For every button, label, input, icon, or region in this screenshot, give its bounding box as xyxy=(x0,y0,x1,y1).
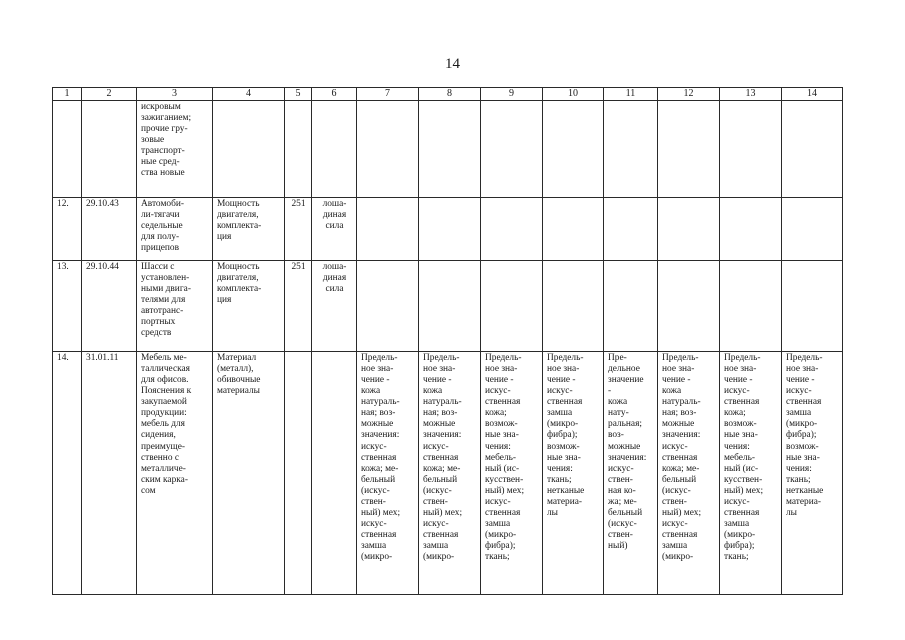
product-name-cell: Шасси с установлен- ными двига- телями для автотранс- портных средств xyxy=(137,260,213,351)
value-cell xyxy=(604,260,658,351)
table-row xyxy=(53,260,843,351)
unit-name-cell: лоша- диная сила xyxy=(312,260,357,351)
value-cell xyxy=(720,197,782,260)
column-number-header: 11 xyxy=(604,88,658,101)
value-cell xyxy=(543,100,604,197)
value-cell: Предель- ное зна- чение - искус- ственная замша (микро- фибра); возмож- ные зна- чения: ткань; нетканые материа- лы xyxy=(543,351,604,594)
product-name-cell: искровым зажиганием; прочие гру- зовые транспорт- ные сред- ства новые xyxy=(137,100,213,197)
page-number: 14 xyxy=(445,56,460,72)
value-cell: Предель- ное зна- чение - кожа натураль- ная; воз- можные значения: искус- ственная кожа; ме- бельный (искус- ствен- ный) мех; искус- ственная замша (микро- xyxy=(658,351,720,594)
unit-code-cell xyxy=(285,100,312,197)
unit-code-cell: 251 xyxy=(285,197,312,260)
column-number-header: 4 xyxy=(213,88,285,101)
value-cell xyxy=(357,197,419,260)
value-cell xyxy=(481,260,543,351)
value-cell xyxy=(419,100,481,197)
value-cell xyxy=(782,197,843,260)
row-number-cell: 13. xyxy=(53,260,82,351)
value-cell: Предель- ное зна- чение - искус- ственная замша (микро- фибра); возмож- ные зна- чения: ткань; нетканые материа- лы xyxy=(782,351,843,594)
value-cell xyxy=(419,197,481,260)
unit-name-cell xyxy=(312,100,357,197)
column-number-header: 10 xyxy=(543,88,604,101)
column-number-header: 6 xyxy=(312,88,357,101)
value-cell xyxy=(543,197,604,260)
characteristic-cell: Материал (металл), обивочные материалы xyxy=(213,351,285,594)
value-cell xyxy=(782,100,843,197)
unit-code-cell: 251 xyxy=(285,260,312,351)
characteristic-cell xyxy=(213,100,285,197)
product-name-cell: Мебель ме- таллическая для офисов. Пояснения к закупаемой продукции: мебель для сидения, преимуще- ственно с металличе- ским карка- сом xyxy=(137,351,213,594)
value-cell xyxy=(782,260,843,351)
column-number-header: 13 xyxy=(720,88,782,101)
value-cell xyxy=(604,100,658,197)
value-cell xyxy=(357,100,419,197)
value-cell xyxy=(720,260,782,351)
value-cell xyxy=(604,197,658,260)
value-cell xyxy=(481,100,543,197)
value-cell: Предель- ное зна- чение - искус- ственная кожа; возмож- ные зна- чения: мебель- ный (ис- кусствен- ный) мех; искус- ственная замша (микро- фибра); ткань; xyxy=(481,351,543,594)
value-cell xyxy=(419,260,481,351)
value-cell: Предель- ное зна- чение - искус- ственная кожа; возмож- ные зна- чения: мебель- ный (ис- кусствен- ный) мех; искус- ственная замша (микро- фибра); ткань; xyxy=(720,351,782,594)
value-cell xyxy=(357,260,419,351)
table-row xyxy=(53,100,843,197)
value-cell xyxy=(658,260,720,351)
column-number-header: 14 xyxy=(782,88,843,101)
value-cell xyxy=(658,100,720,197)
column-number-header: 3 xyxy=(137,88,213,101)
code-cell xyxy=(82,100,137,197)
table-row xyxy=(53,351,843,594)
row-number-cell: 14. xyxy=(53,351,82,594)
value-cell xyxy=(481,197,543,260)
value-cell: Предель- ное зна- чение - кожа натураль- ная; воз- можные значения: искус- ственная кожа; ме- бельный (искус- ствен- ный) мех; искус- ственная замша (микро- xyxy=(419,351,481,594)
table-header-row xyxy=(53,88,843,101)
unit-name-cell: лоша- диная сила xyxy=(312,197,357,260)
column-number-header: 1 xyxy=(53,88,82,101)
column-number-header: 12 xyxy=(658,88,720,101)
code-cell: 29.10.44 xyxy=(82,260,137,351)
row-number-cell: 12. xyxy=(53,197,82,260)
value-cell xyxy=(543,260,604,351)
row-number-cell xyxy=(53,100,82,197)
value-cell: Предель- ное зна- чение - кожа натураль- ная; воз- можные значения: искус- ственная кожа; ме- бельный (искус- ствен- ный) мех; искус- ственная замша (микро- xyxy=(357,351,419,594)
value-cell: Пре- дельное значение - кожа нату- ральная; воз- можные значения: искус- ствен- ная ко- жа; ме- бельный (искус- ствен- ный) xyxy=(604,351,658,594)
table-row xyxy=(53,197,843,260)
value-cell xyxy=(658,197,720,260)
product-name-cell: Автомоби- ли-тягачи седельные для полу- прицепов xyxy=(137,197,213,260)
unit-code-cell xyxy=(285,351,312,594)
requirements-table xyxy=(52,87,843,595)
code-cell: 31.01.11 xyxy=(82,351,137,594)
code-cell: 29.10.43 xyxy=(82,197,137,260)
column-number-header: 7 xyxy=(357,88,419,101)
unit-name-cell xyxy=(312,351,357,594)
column-number-header: 9 xyxy=(481,88,543,101)
column-number-header: 8 xyxy=(419,88,481,101)
column-number-header: 2 xyxy=(82,88,137,101)
characteristic-cell: Мощность двигателя, комплекта- ция xyxy=(213,197,285,260)
column-number-header: 5 xyxy=(285,88,312,101)
characteristic-cell: Мощность двигателя, комплекта- ция xyxy=(213,260,285,351)
value-cell xyxy=(720,100,782,197)
